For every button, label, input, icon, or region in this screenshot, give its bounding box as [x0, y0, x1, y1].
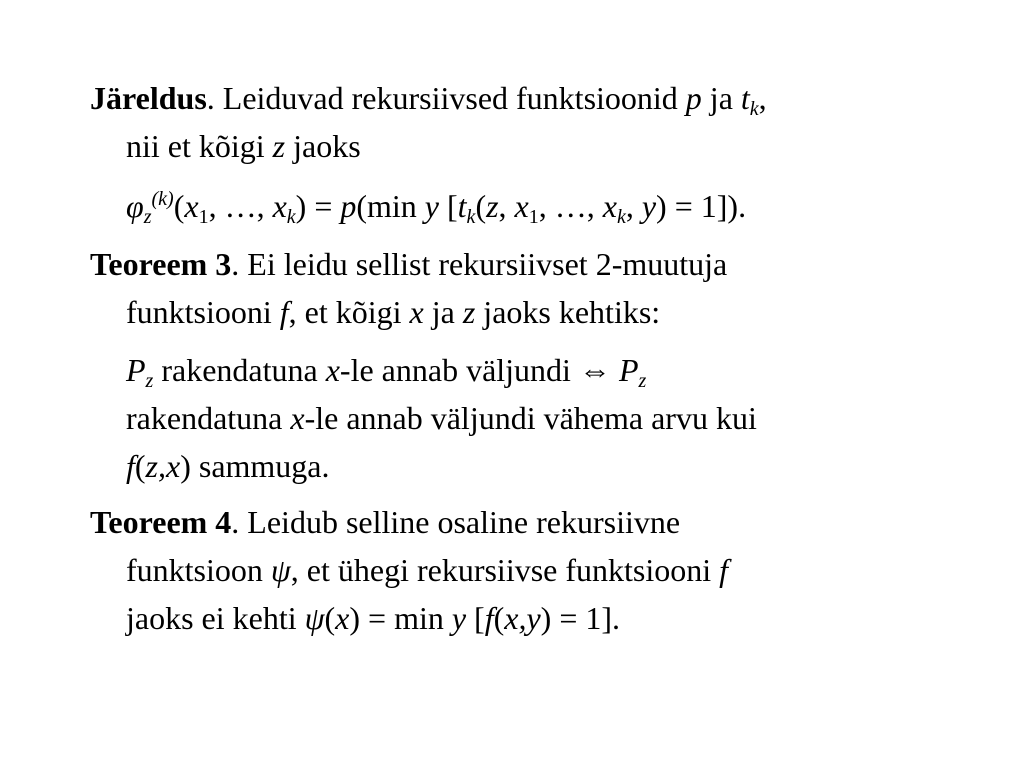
variable-x: x [272, 188, 287, 224]
theorem4-text: jaoks ei kehti [126, 600, 305, 636]
variable-y: y [641, 188, 657, 224]
variable-x: x [290, 400, 305, 436]
psi-symbol: ψ [304, 600, 325, 636]
subscript-k: k [286, 206, 296, 228]
function-p: p [685, 80, 702, 116]
formula-text: , …, [208, 188, 273, 224]
formula-text: ) = [295, 188, 341, 224]
formula-text: , [625, 188, 642, 224]
program-P: P [126, 352, 146, 388]
theorem4-text: ) = 1]. [540, 600, 621, 636]
psi-symbol: ψ [270, 552, 291, 588]
statement-text: rakendatuna [126, 400, 291, 436]
corollary-text: . Leiduvad rekursiivsed funktsioonid [206, 80, 686, 116]
corollary-title: Järeldus [90, 80, 207, 116]
function-t: t [740, 80, 750, 116]
function-f: f [126, 448, 135, 484]
formula-text: , [498, 188, 515, 224]
statement-block [126, 346, 966, 490]
statement-text: -le annab väljundi vähema arvu kui [304, 400, 757, 436]
variable-z: z [486, 188, 499, 224]
theorem4-text: , et ühegi rekursiivse funktsiooni [290, 552, 720, 588]
variable-x: x [325, 352, 340, 388]
theorem3-text: jaoks kehtiks: [475, 294, 661, 330]
corollary-text: jaoks [285, 128, 361, 164]
theorem4-title: Teoreem 4 [90, 504, 232, 540]
function-t: t [457, 188, 467, 224]
subscript-z: z [638, 370, 647, 392]
theorem3-text: funktsiooni [126, 294, 280, 330]
formula-text: [ [439, 188, 458, 224]
variable-y: y [424, 188, 439, 224]
corollary-paragraph [90, 74, 1006, 170]
variable-x: x [602, 188, 617, 224]
formula-text: , …, [538, 188, 603, 224]
subscript-k: k [466, 206, 476, 228]
corollary-text: , [758, 80, 767, 116]
subscript-z: z [143, 206, 152, 228]
variable-z: z [462, 294, 476, 330]
program-P: P [618, 352, 639, 388]
theorem4-text: funktsioon [126, 552, 271, 588]
theorem3-text: ja [423, 294, 463, 330]
statement-text: -le annab väljundi [339, 352, 579, 388]
statement-text: ( [134, 448, 146, 484]
variable-x: x [409, 294, 424, 330]
theorem4-text: [ [466, 600, 485, 636]
phi-symbol: φ [126, 188, 144, 224]
theorem4-text: ) = min [349, 600, 452, 636]
variables-zx: z,x [145, 448, 181, 484]
formula-text: ( [173, 188, 185, 224]
statement-text: rakendatuna [153, 352, 326, 388]
variable-z: z [272, 128, 286, 164]
theorem3-title: Teoreem 3 [90, 246, 232, 282]
theorem3-text: . Ei leidu sellist rekursiivset 2-muutuja [231, 246, 728, 282]
subscript-1: 1 [198, 206, 209, 228]
corollary-text: ja [701, 80, 741, 116]
iff-symbol: ⇔ [578, 352, 611, 388]
formula-text: ) = 1]). [656, 188, 747, 224]
subscript-1: 1 [528, 206, 539, 228]
subscript-k: k [749, 98, 759, 120]
variable-x: x [514, 188, 529, 224]
subscript-z: z [145, 370, 154, 392]
function-p: p [340, 188, 357, 224]
variable-y: y [451, 600, 467, 636]
function-f: f [484, 600, 494, 636]
formula-text: (min [356, 188, 425, 224]
variables-xy: x,y [504, 600, 541, 636]
theorem3-paragraph [90, 240, 1006, 336]
function-f: f [279, 294, 289, 330]
formula-line [126, 182, 966, 230]
statement-text: ) sammuga. [180, 448, 330, 484]
theorem4-text: . Leidub selline osaline rekursiivne [231, 504, 681, 540]
variable-x: x [335, 600, 350, 636]
theorem4-text: ( [493, 600, 505, 636]
function-f: f [719, 552, 729, 588]
formula-text: ( [475, 188, 487, 224]
theorem4-text: ( [324, 600, 336, 636]
corollary-text: nii et kõigi [126, 128, 273, 164]
variable-x: x [184, 188, 199, 224]
subscript-k: k [616, 206, 626, 228]
superscript-k: (k) [151, 188, 174, 210]
theorem4-paragraph [90, 498, 1006, 642]
theorem3-text: , et kõigi [288, 294, 410, 330]
